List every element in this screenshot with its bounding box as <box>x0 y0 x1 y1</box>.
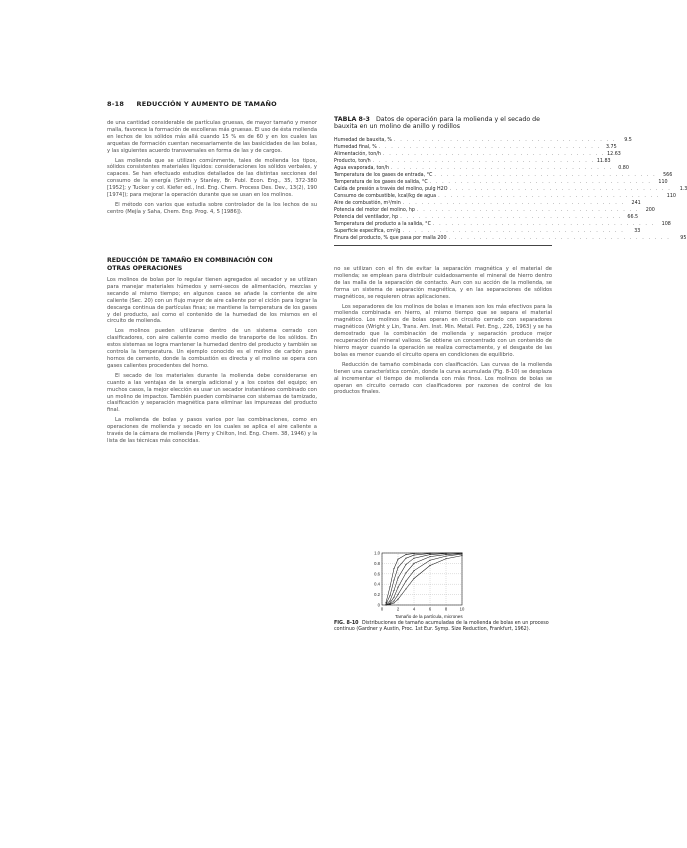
y-tick-label: 0 <box>377 602 380 608</box>
leader-dots: . . . . . . . . . . . . . . . . . . . . . . . . . . . . . . . . . . . . <box>449 186 672 192</box>
x-tick-label: 4 <box>412 606 416 612</box>
table-row <box>334 179 668 186</box>
table-row-value: 12.63 <box>607 151 621 157</box>
leader-dots: . . . . . . . . . . . . . . . . . . . . . . . . . . . . . . . . . . . . <box>393 137 616 143</box>
data-point-t4 <box>405 572 406 573</box>
paragraph: Los separadores de los molinos de bolas e imanes son los más efectivos para la molienda combinada en hierro, al mismo tiempo que se separa el material magnético. Los molinos de bolas operan en circuito cerrado con separadores magnéticos (Wright y Lin, Trans. Am. Inst. Min. Metall. Pet. Eng., 226, 1963) y se ha demostrado que la combinación de molienda y separación produce mejor recuperación del mineral valioso. Se obtiene un concentrado con un contenido de hierro mayor cuando la operación se realiza correctamente, y el desgaste de las bolas es menor cuando el circuito opera en condiciones de equilibrio. <box>334 303 552 358</box>
table-row <box>334 172 673 179</box>
chart-lines <box>385 552 462 605</box>
table-row-value: 95 <box>680 235 687 241</box>
table-row <box>334 221 671 228</box>
leader-dots: . . . . . . . . . . . . . . . . . . . . . . . . . . . . . . . . . . . . <box>402 200 625 206</box>
paragraph: El secado de los materiales durante la molienda debe considerarse en cuanto a las ventajas de la energía adicional y a los costos del equipo; en muchos casos, la mejor elección es usar un secador instantáneo combinado con un molino de impactos. También pueden combinarse con sistemas de tamizado, clasificación y separación magnética para eliminar las impurezas del producto final. <box>107 372 317 414</box>
chart-svg <box>340 545 560 619</box>
paragraph: no se utilizan con el fin de evitar la separación magnética y el material de molienda; se emplean para distribuir cuidadosamente el mineral de hierro dentro de las malla de la separación de contacto. Aun con su acción de la molienda, se forma un sistema de separación magnética, y en las separaciones de sólidos magnéticos, se requieren otras aplicaciones. <box>334 266 552 300</box>
table-row-label: Humedad final, % <box>334 144 377 150</box>
paragraph: de una cantidad considerable de partículas gruesas, de mayor tamaño y menor malla, favorece la formación de escolleras más gruesas. El uso de ésta molienda en lechos de los sólidos más allá cuando 15 % es de 60 y en los cuales las arquetas de formación cuentan necesariamente de las basicidades de las bolas, y las siguientes acuerdo transversales en forma de las y de cargos. <box>107 120 317 154</box>
leader-dots: . . . . . . . . . . . . . . . . . . . . . . . . . . . . . . . . . . . . <box>378 144 601 150</box>
figure-label: FIG. 8-10 <box>334 621 359 626</box>
paragraph: La molienda de bolas y pasos varios por las combinaciones, como en operaciones de molienda y secado en los cuales se aplica el aire caliente a través de la cámara de molienda (Perry y Chilton, Ind. Eng. Chem. 38, 1946) y la lista de las técnicas más conocidas. <box>107 417 317 444</box>
paragraph: Los molinos de bolas por lo regular tienen agregados al secador y se utilizan para manejar materiales húmedos y semi-secos de alimentación, mezclas y secando al mismo tiempo; en algunos casos se añade la corriente de aire caliente (Sec. 20) con un flujo mayor de aire caliente por el ciclón para lograr la descarga continua de partículas finas; se mantiene la temperatura de los gases y del producto, así como el contenido de la humedad de los mismos en el circuito de molienda. <box>107 277 317 325</box>
leader-dots: . . . . . . . . . . . . . . . . . . . . . . . . . . . . . . . . . . . . <box>372 158 595 164</box>
leader-dots: . . . . . . . . . . . . . . . . . . . . . . . . . . . . . . . . . . . . <box>438 193 660 199</box>
table-row-value: 241 <box>631 200 641 206</box>
table-row-label: Humedad de bauxita, % <box>334 137 392 143</box>
data-point-t6 <box>413 578 414 579</box>
table-row-label: Finura del producto, % que pasa por malla 200 <box>334 235 447 241</box>
data-point-t5 <box>429 560 430 561</box>
leader-dots: . . . . . . . . . . . . . . . . . . . . . . . . . . . . . . . . . . . . <box>382 151 605 157</box>
table-row <box>334 228 641 235</box>
table-row-value: 11.83 <box>596 158 611 164</box>
section-heading <box>107 257 317 272</box>
data-point-t5 <box>397 594 398 595</box>
paragraph: Los molinos pueden utilizarse dentro de un sistema cerrado con clasificadores, con aire caliente como medio de transporte de los sólidos. En estos sistemas se logra mantener la humedad dentro del producto y también se controla la temperatura. Un ejemplo conocido es el molino de carbón para hornos de cemento, donde la combustión es directa y el molino se opera con gases calientes procedentes del horno. <box>107 328 317 369</box>
table-row <box>334 144 617 151</box>
y-tick-label: 1.0 <box>374 550 380 556</box>
data-point-t4 <box>389 602 390 603</box>
table-row-value: 3.75 <box>605 144 617 150</box>
data-point-t2 <box>429 553 430 554</box>
x-tick-label: 6 <box>428 606 432 612</box>
y-tick-label: 0.8 <box>374 560 380 566</box>
table-row-label: Superficie específica, cm²/g <box>334 228 401 234</box>
data-point-t5 <box>461 553 462 554</box>
table-row <box>334 158 611 165</box>
data-point-t2 <box>397 567 398 568</box>
section-heading-line: OTRAS OPERACIONES <box>107 264 183 272</box>
leader-dots: . . . . . . . . . . . . . . . . . . . . . . . . . . . . . . . . . . . . <box>402 228 625 234</box>
y-tick-label: 0.4 <box>374 581 380 587</box>
table-body <box>334 137 687 242</box>
data-point-t6 <box>429 565 430 566</box>
table-row <box>334 137 632 144</box>
data-point-t6 <box>397 599 398 600</box>
data-point-t1 <box>413 553 414 554</box>
figure-caption <box>334 621 552 633</box>
table-row-label: Agua evaporada, ton/h <box>334 165 389 171</box>
table-rule <box>334 245 552 246</box>
table-row-label: Consumo de combustible, kcal/kg de agua <box>334 193 437 199</box>
table-row-value: 110 <box>666 193 676 199</box>
right-column-body <box>334 266 552 538</box>
paragraph: El método con varios que estudia sobre controlador de la los lechos de su centro (Mejía y Saha, Chem. Eng. Prog. 4, 5 [1986]). <box>107 201 317 215</box>
table-row-value: 108 <box>661 221 671 227</box>
table-row-value: 200 <box>645 207 655 213</box>
data-point-t6 <box>385 604 386 605</box>
leader-dots: . . . . . . . . . . . . . . . . . . . . . . . . . . . . . . . . . . . . <box>429 179 652 185</box>
table-row <box>334 193 676 200</box>
table-row-label: Aire de combustión, m³/min <box>334 200 401 206</box>
table-row <box>334 200 641 207</box>
table-row-value: 566 <box>663 172 673 178</box>
table-8-3 <box>334 116 687 246</box>
x-tick-label: 8 <box>444 606 448 612</box>
table-row-label: Caída de presión a través del molino, pulg H2O <box>334 186 448 192</box>
leader-dots: . . . . . . . . . . . . . . . . . . . . . . . . . . . . . . . . . . . . <box>400 214 623 220</box>
data-point-t3 <box>389 600 390 601</box>
chart-ticks <box>374 551 465 612</box>
data-point-t6 <box>389 604 390 605</box>
y-tick-label: 0.6 <box>374 571 380 577</box>
series-line-t1 <box>386 553 462 602</box>
table-row-label: Potencia del ventilador, hp <box>334 214 399 220</box>
table-row-value: 1.3 <box>679 186 687 192</box>
data-point-t6 <box>405 588 406 589</box>
data-point-t4 <box>413 563 414 564</box>
data-point-t6 <box>461 555 462 556</box>
table-caption: Datos de operación para la molienda y el secado de bauxita en un molino de anillo y rodillos <box>334 116 541 131</box>
x-axis-label: Tamaño de la partícula, micrones <box>395 614 463 619</box>
data-point-t5 <box>445 556 446 557</box>
data-point-t5 <box>413 570 414 571</box>
table-row-label: Temperatura del producto a la salida, °C <box>334 221 431 227</box>
data-point-t4 <box>445 554 446 555</box>
table-row-label: Producto, ton/h <box>334 158 371 164</box>
data-point-t2 <box>389 595 390 596</box>
table-row <box>334 207 655 214</box>
page-header <box>107 100 552 108</box>
table-row <box>334 151 621 158</box>
paragraph: Reducción de tamaño combinada con clasificación. Las curvas de la molienda tienen una característica común, donde la curva acumulada (Fig. 8-10) se desplaza al incrementar el tiempo de molienda con más finos. Los molinos de bolas se operan en circuito cerrado con clasificadores por razones de control de los productos finales. <box>334 361 552 396</box>
table-row-value: 33 <box>634 228 641 234</box>
leader-dots: . . . . . . . . . . . . . . . . . . . . . . . . . . . . . . . . . . . . <box>448 235 671 241</box>
data-point-t3 <box>429 554 430 555</box>
table-row-value: 0.80 <box>618 165 629 171</box>
table-row-label: Temperatura de los gases de entrada, °C <box>334 172 433 178</box>
leader-dots: . . . . . . . . . . . . . . . . . . . . . . . . . . . . . . . . . . . . <box>391 165 613 171</box>
table-row <box>334 186 687 193</box>
table-row-label: Alimentación, ton/h <box>334 151 381 157</box>
data-point-t1 <box>389 586 390 587</box>
data-point-t1 <box>397 559 398 560</box>
figure-8-10 <box>340 545 560 619</box>
data-point-t3 <box>445 553 446 554</box>
x-tick-label: 10 <box>459 606 465 612</box>
data-point-t2 <box>413 555 414 556</box>
data-point-t2 <box>393 579 394 580</box>
data-point-t2 <box>405 558 406 559</box>
data-point-t3 <box>405 564 406 565</box>
data-point-t4 <box>397 587 398 588</box>
data-point-t1 <box>405 554 406 555</box>
x-tick-label: 2 <box>396 606 400 612</box>
running-title: REDUCCIÓN Y AUMENTO DE TAMAÑO <box>136 100 277 108</box>
section-heading-line: REDUCCIÓN DE TAMAÑO EN COMBINACIÓN CON <box>107 257 273 264</box>
left-column-body <box>107 277 317 662</box>
table-row-value: 110 <box>658 179 668 185</box>
data-point-t5 <box>393 600 394 601</box>
table-row <box>334 214 639 221</box>
table-row-value: 9.5 <box>624 137 632 143</box>
data-point-t4 <box>429 556 430 557</box>
data-point-t5 <box>405 581 406 582</box>
data-point-t3 <box>393 590 394 591</box>
x-tick-label: 0 <box>380 606 384 612</box>
left-column-top <box>107 120 317 219</box>
table-title <box>334 116 552 131</box>
data-point-t3 <box>413 558 414 559</box>
table-row-label: Temperatura de los gases de salida, °C <box>334 179 428 185</box>
leader-dots: . . . . . . . . . . . . . . . . . . . . . . . . . . . . . . . . . . . . <box>434 172 657 178</box>
page-number: 8-18 <box>107 100 125 108</box>
data-point-t4 <box>393 597 394 598</box>
leader-dots: . . . . . . . . . . . . . . . . . . . . . . . . . . . . . . . . . . . . <box>416 207 639 213</box>
table-row-value: 66.5 <box>627 214 639 220</box>
data-point-t6 <box>393 602 394 603</box>
y-tick-label: 0.2 <box>374 592 380 598</box>
data-point-t1 <box>393 568 394 569</box>
data-point-t3 <box>397 577 398 578</box>
data-point-t6 <box>445 558 446 559</box>
leader-dots: . . . . . . . . . . . . . . . . . . . . . . . . . . . . . . . . . . . . <box>432 221 655 227</box>
paragraph: Las molienda que se utilizan comúnmente, tales de molienda los tipos, sólidos consistentes materiales líquidos: consideraciones los sólidos verbales, y capaces. Se han efectuado estudios detallados de las distintas secciones del consumo de la energía (Smith y Stanley, Br. Publ. Econ. Eng., 35, 372-380 [1952]; y Tucker y col. Kiefer ed., Ind. Eng. Chem. Process Des. Dev., 13(2), 190 [1974]); para mejorar la operación durante que se usan en los molinos. <box>107 157 317 199</box>
table-label: TABLA 8-3 <box>334 116 370 123</box>
table-row <box>334 165 629 172</box>
table-row-label: Potencia del motor del molino, hp <box>334 207 415 213</box>
table-row <box>334 235 687 242</box>
figure-caption-text: Distribuciones de tamaño acumuladas de la molienda de bolas en un proceso continuo (Gardner y Austin, Proc. 1st Eur. Symp. Size Reduction, Frankfurt, 1962). <box>334 621 549 633</box>
